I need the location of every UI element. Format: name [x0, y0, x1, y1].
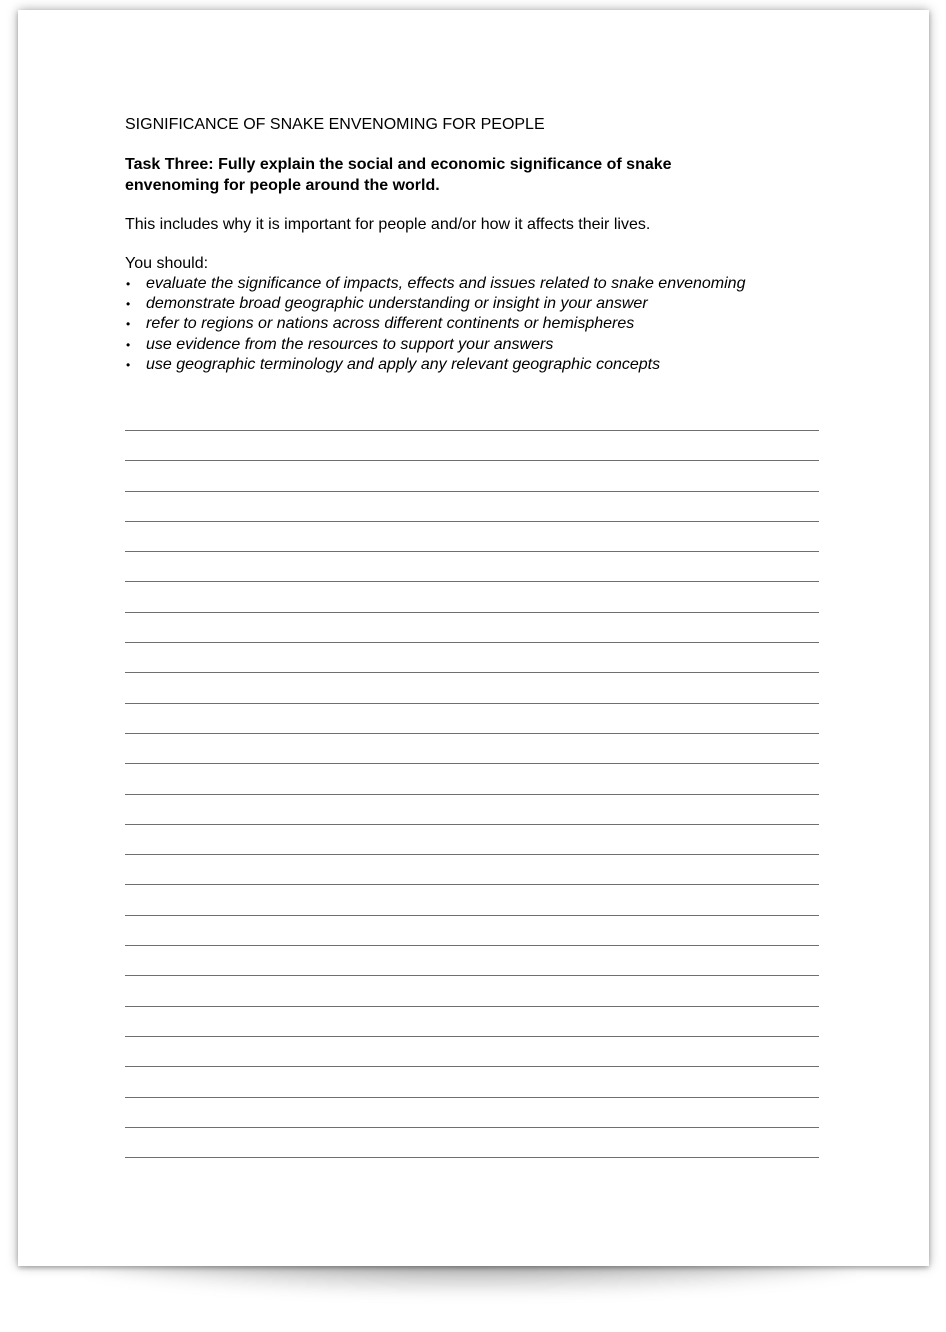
answer-line[interactable] — [125, 461, 819, 491]
answer-line[interactable] — [125, 423, 819, 431]
criteria-text: refer to regions or nations across different continents or hemispheres — [146, 315, 635, 333]
criteria-list — [125, 274, 825, 375]
answer-line[interactable] — [125, 643, 819, 673]
criteria-item — [125, 274, 825, 294]
criteria-text: evaluate the significance of impacts, effects and issues related to snake envenoming — [146, 275, 746, 292]
answer-line[interactable] — [125, 492, 819, 522]
worksheet-page — [18, 10, 929, 1266]
answer-line[interactable] — [125, 1007, 819, 1037]
answer-line[interactable] — [125, 1098, 819, 1128]
answer-line[interactable] — [125, 552, 819, 582]
worksheet-heading: SIGNIFICANCE OF SNAKE ENVENOMING FOR PEOPLE — [125, 116, 545, 133]
bullet-icon: • — [126, 317, 131, 332]
answer-line[interactable] — [125, 734, 819, 764]
answer-lines — [125, 423, 819, 1158]
worksheet-content — [125, 114, 825, 375]
answer-line[interactable] — [125, 916, 819, 946]
answer-line[interactable] — [125, 976, 819, 1006]
answer-line[interactable] — [125, 1067, 819, 1097]
answer-line[interactable] — [125, 946, 819, 976]
answer-line[interactable] — [125, 855, 819, 885]
answer-line[interactable] — [125, 673, 819, 703]
task-intro: This includes why it is important for people and/or how it affects their lives. — [125, 216, 651, 233]
answer-line[interactable] — [125, 1128, 819, 1158]
answer-line[interactable] — [125, 522, 819, 552]
bullet-icon: • — [126, 297, 131, 312]
answer-line[interactable] — [125, 825, 819, 855]
answer-line[interactable] — [125, 431, 819, 461]
task-prompt-line-1: Task Three: Fully explain the social and economic significance of snake — [125, 156, 672, 173]
should-label: You should: — [125, 255, 209, 272]
criteria-item — [125, 355, 825, 375]
answer-line[interactable] — [125, 885, 819, 915]
answer-line[interactable] — [125, 795, 819, 825]
criteria-text: use evidence from the resources to support your answers — [146, 335, 554, 353]
task-prompt — [125, 154, 825, 196]
bullet-icon: • — [126, 357, 131, 372]
bullet-icon: • — [126, 337, 131, 352]
criteria-text: use geographic terminology and apply any relevant geographic concepts — [146, 355, 661, 373]
answer-line[interactable] — [125, 582, 819, 612]
answer-line[interactable] — [125, 1037, 819, 1067]
criteria-text: demonstrate broad geographic understanding or insight in your answer — [146, 295, 648, 313]
criteria-item — [125, 335, 825, 355]
bullet-icon: • — [126, 277, 131, 291]
answer-line[interactable] — [125, 704, 819, 734]
criteria-item — [125, 314, 825, 334]
answer-line[interactable] — [125, 613, 819, 643]
criteria-item — [125, 294, 825, 314]
task-prompt-line-2: envenoming for people around the world. — [125, 177, 440, 194]
answer-line[interactable] — [125, 764, 819, 794]
